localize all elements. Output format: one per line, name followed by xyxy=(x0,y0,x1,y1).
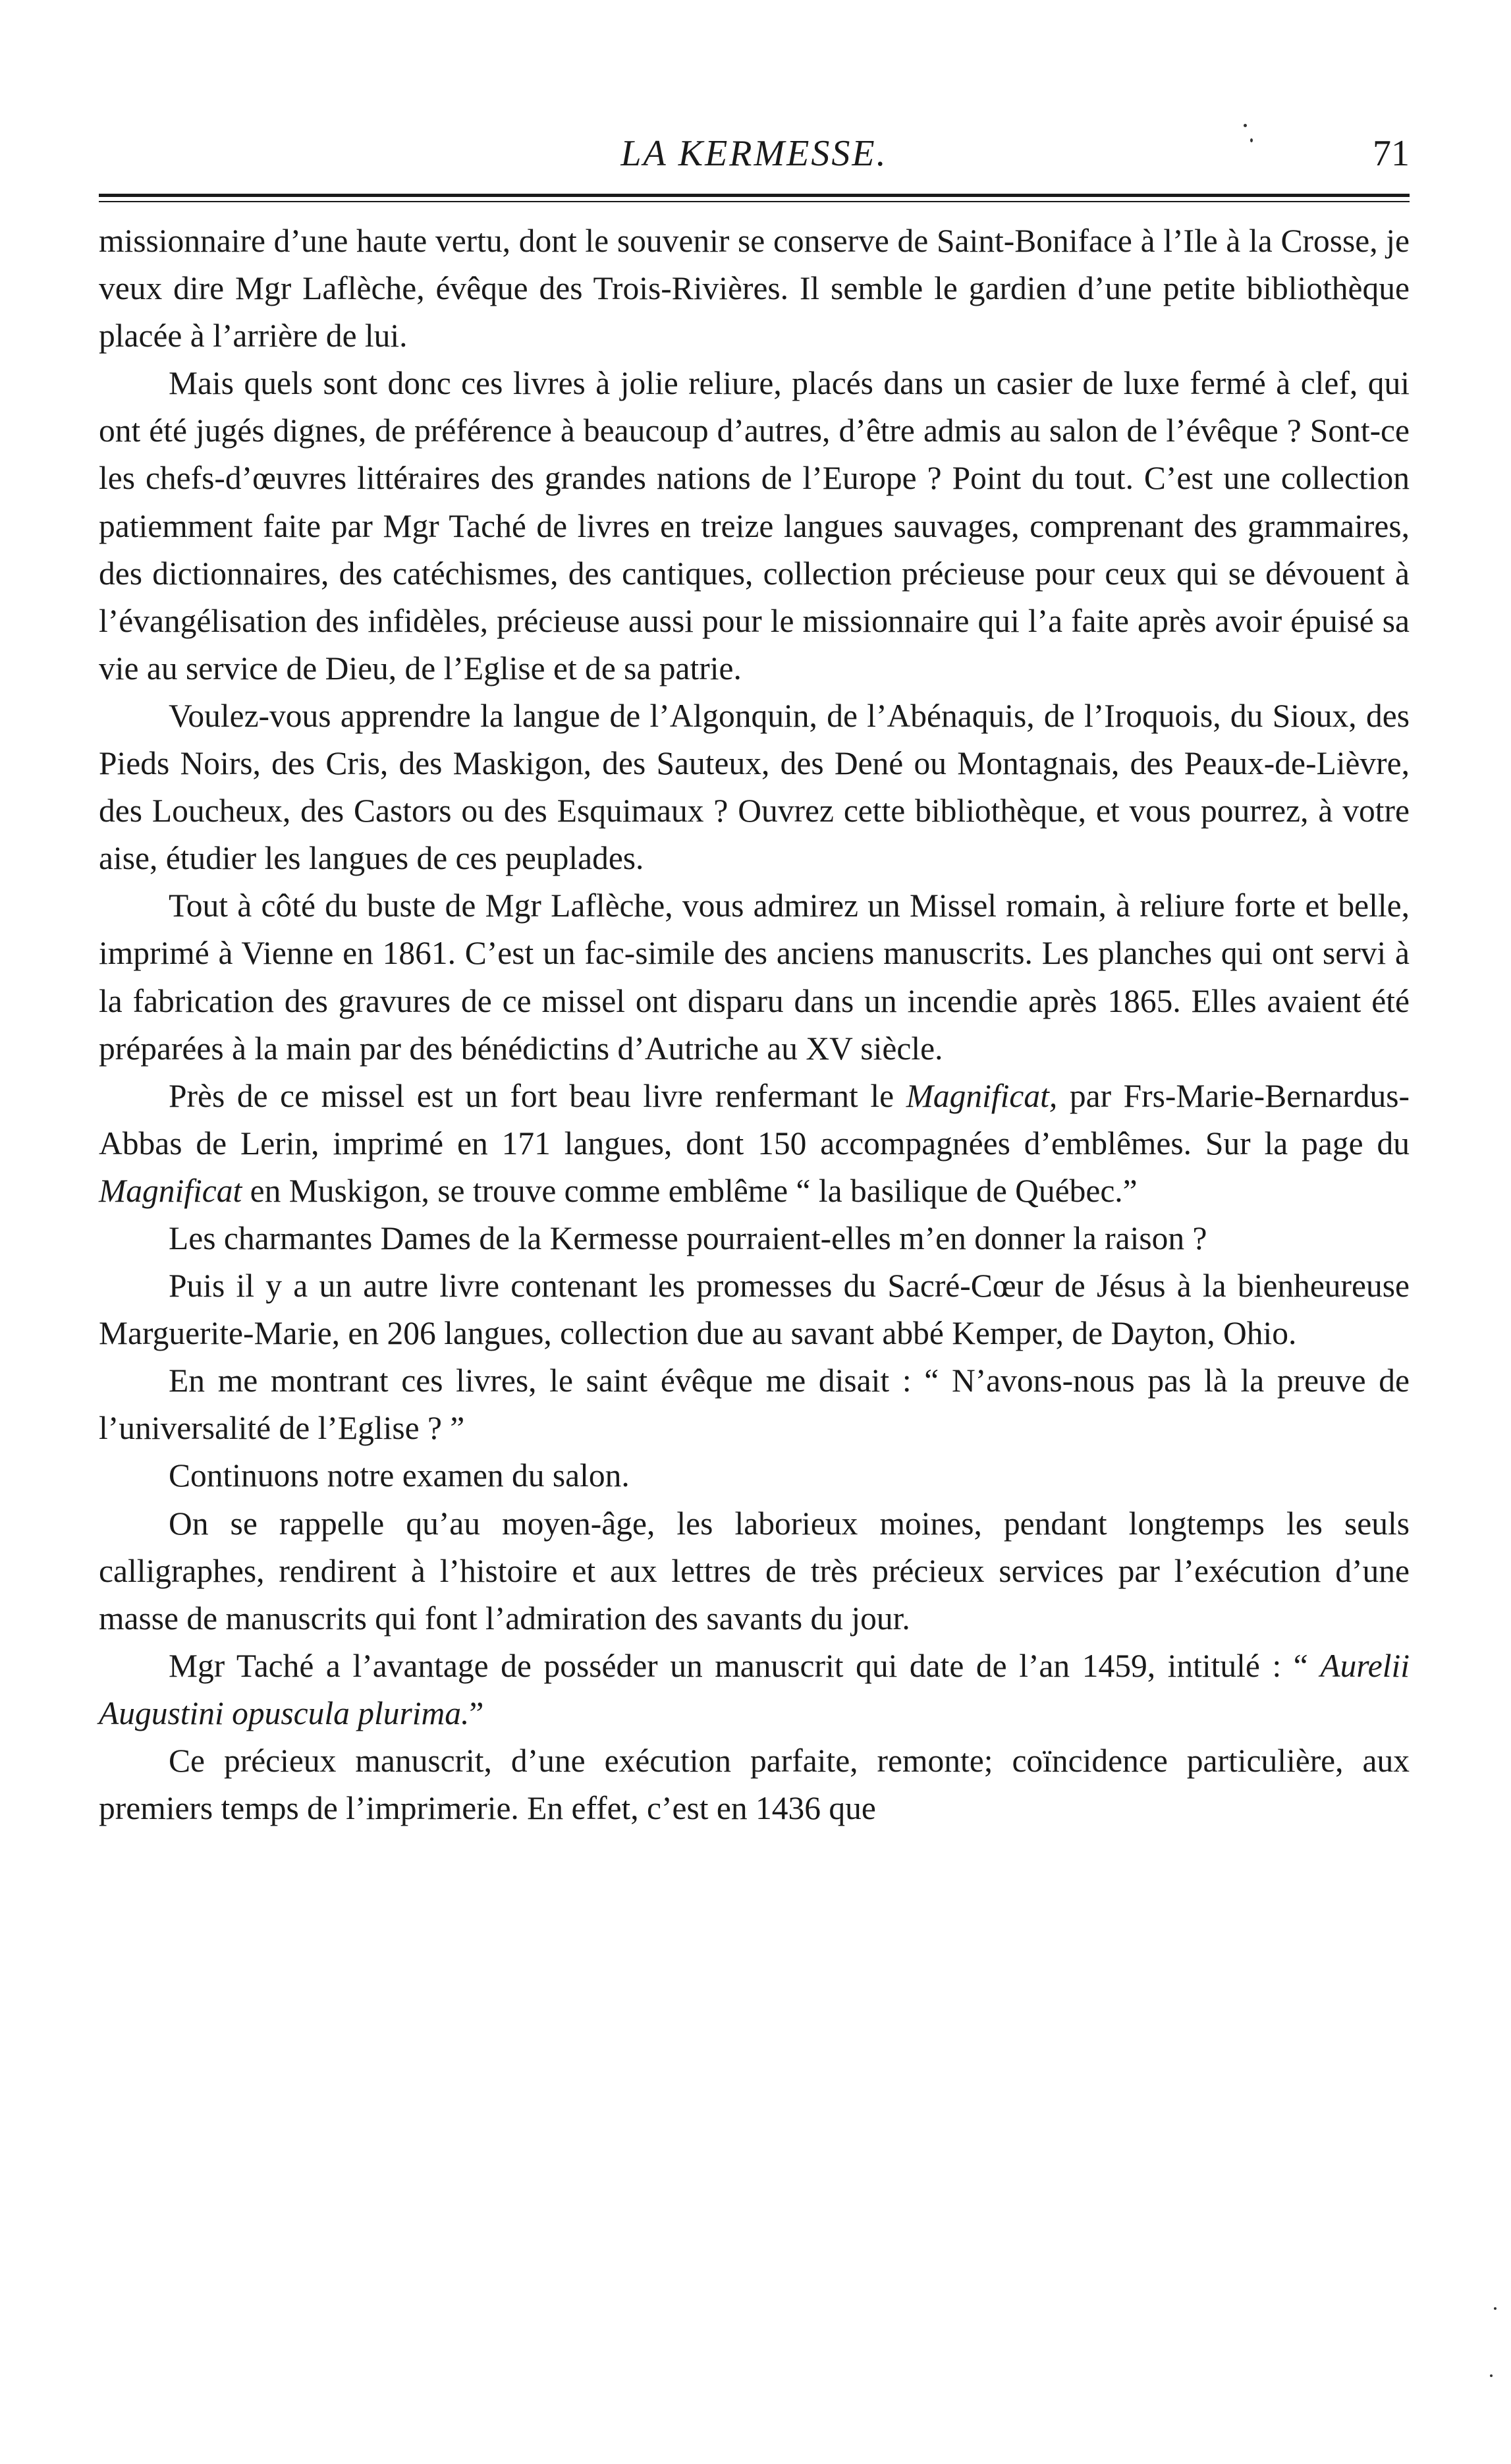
paragraph xyxy=(99,1452,1410,1499)
text-run: ” xyxy=(469,1694,484,1731)
text-run: En me montrant ces livres, le saint évêque me disait : “ N’avons-nous pas là la preuve de l’universalité de l’Eglise ? ” xyxy=(99,1362,1410,1447)
text-run: Puis il y a un autre livre contenant les promesses du Sacré-Cœur de Jésus à la bienheureuse Marguerite-Marie, en 206 langues, collection due au savant abbé Kemper, de Dayton, Ohio. xyxy=(99,1268,1410,1352)
running-title: LA KERMESSE. xyxy=(620,133,888,174)
text-run: Voulez-vous apprendre la langue de l’Algonquin, de l’Abénaquis, de l’Iroquois, du Sioux, des Pieds Noirs, des Cris, des Maskigon, des Sauteux, des Dené ou Montagnais, des Peaux-de-Lièvre, des Loucheux, des Castors ou des Esquimaux ? Ouvrez cette bibliothèque, et vous pourrez, à votre aise, étudier les langues de ces peuplades. xyxy=(99,697,1410,877)
paragraph xyxy=(99,1073,1410,1215)
margin-speck xyxy=(1244,124,1247,127)
paragraph xyxy=(99,1357,1410,1452)
paragraph xyxy=(99,1262,1410,1357)
paragraph xyxy=(99,1642,1410,1737)
margin-speck xyxy=(1494,2307,1497,2310)
paragraph xyxy=(99,882,1410,1072)
italic-title: Magnificat xyxy=(99,1172,242,1209)
text-run: Tout à côté du buste de Mgr Laflèche, vous admirez un Missel romain, à reliure forte et belle, imprimé à Vienne en 1861. C’est un fac-simile des anciens manuscrits. Les planches qui ont servi à la fabrication des gravures de ce missel ont disparu dans un incendie après 1865. Elles avaient été préparées à la main par des bénédictins d’Autriche au XV siècle. xyxy=(99,887,1410,1067)
body-text xyxy=(99,217,1410,1832)
paragraph xyxy=(99,692,1410,882)
text-run: en Muskigon, se trouve comme emblême “ la basilique de Québec.” xyxy=(242,1172,1138,1209)
paragraph xyxy=(99,1215,1410,1262)
text-run: Ce précieux manuscrit, d’une exécution parfaite, remonte; coïncidence particulière, aux premiers temps de l’imprimerie. En effet, c’est en 1436 que xyxy=(99,1743,1410,1827)
header-rule-thin xyxy=(99,201,1410,202)
text-run: Les charmantes Dames de la Kermesse pourraient-elles m’en donner la raison ? xyxy=(169,1219,1207,1256)
text-run: par Frs-Marie-Bernardus-Abbas de Lerin, imprimé en 171 langues, dont 150 accompagnées d’emblêmes. Sur la page du xyxy=(99,1077,1410,1162)
paragraph xyxy=(99,1737,1410,1832)
text-run: On se rappelle qu’au moyen-âge, les laborieux moines, pendant longtemps les seuls calligraphes, rendirent à l’histoire et aux lettres de très précieux services par l’exécution d’une masse de manuscrits qui font l’admiration des savants du jour. xyxy=(99,1505,1410,1637)
text-run: Continuons notre examen du salon. xyxy=(169,1457,630,1494)
paragraph xyxy=(99,217,1410,360)
text-run: Mais quels sont donc ces livres à jolie reliure, placés dans un casier de luxe fermé à clef, qui ont été jugés dignes, de préférence à beaucoup d’autres, d’être admis au salon de l’évêque ? Sont-ce les chefs-d’œuvres littéraires des grandes nations de l’Europe ? Point du tout. C’est une collection patiemment faite par Mgr Taché de livres en treize langues sauvages, comprenant des grammaires, des dictionnaires, des catéchismes, des cantiques, collection précieuse pour ceux qui se dévouent à l’évangélisation des infidèles, précieuse aussi pour le missionnaire qui l’a faite après avoir épuisé sa vie au service de Dieu, de l’Eglise et de sa patrie. xyxy=(99,365,1410,686)
text-run: Près de ce missel est un fort beau livre renfermant le xyxy=(169,1077,906,1114)
header-rule-thick xyxy=(99,194,1410,197)
page-number: 71 xyxy=(1373,133,1410,174)
italic-title: Magnificat, xyxy=(906,1077,1058,1114)
paragraph xyxy=(99,1500,1410,1642)
italic-title: Aurelii Augustini opuscula plurima. xyxy=(99,1647,1410,1731)
running-head xyxy=(99,130,1410,177)
margin-speck xyxy=(1490,2374,1493,2377)
paragraph xyxy=(99,360,1410,692)
margin-speck xyxy=(1250,138,1253,142)
text-run: missionnaire d’une haute vertu, dont le souvenir se conserve de Saint-Boniface à l’Ile à la Crosse, je veux dire Mgr Laflèche, évêque des Trois-Rivières. Il semble le gardien d’une petite bibliothèque placée à l’arrière de lui. xyxy=(99,223,1410,354)
text-run: Mgr Taché a l’avantage de posséder un manuscrit qui date de l’an 1459, intitulé : “ xyxy=(169,1647,1321,1684)
